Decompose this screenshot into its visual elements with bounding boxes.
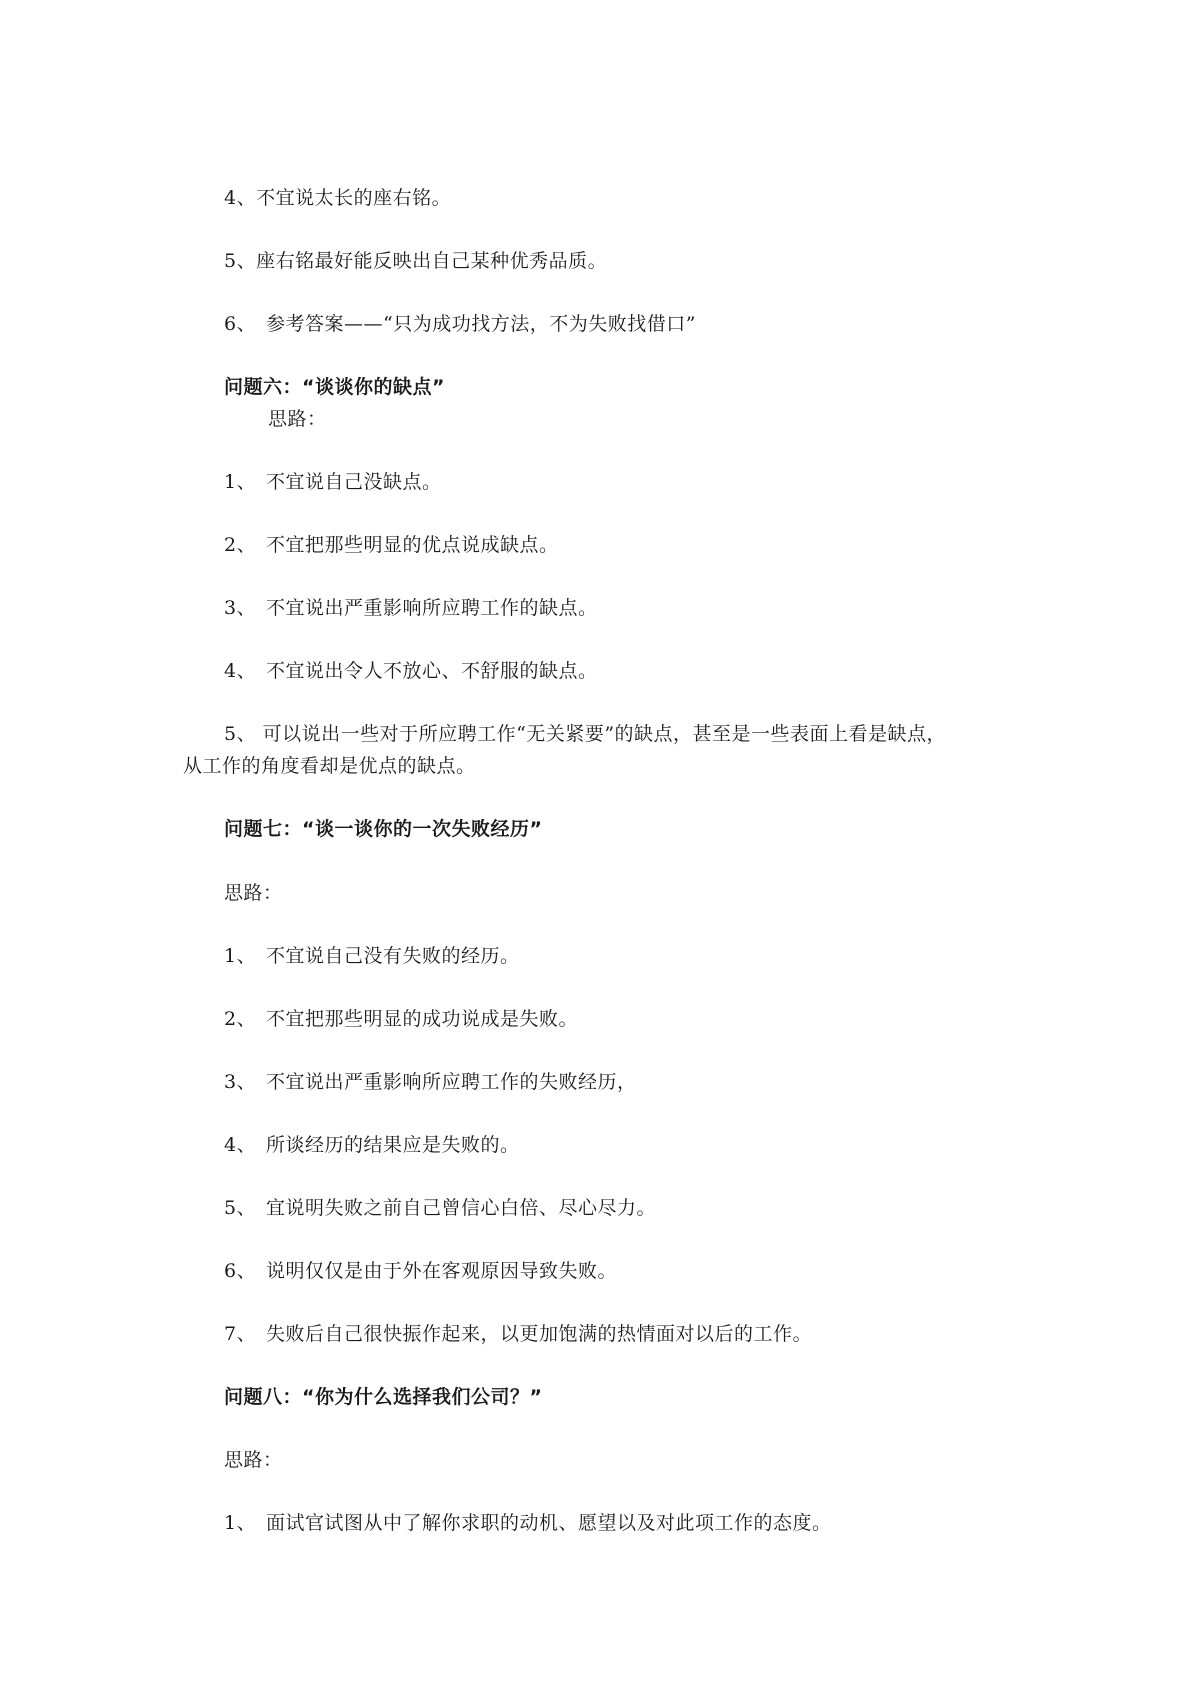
list-item-text: 所谈经历的结果应是失败的。 (266, 1134, 520, 1156)
list-item-number: 1、 (224, 945, 257, 967)
question-heading: 问题八：“你为什么选择我们公司？” (224, 1386, 543, 1408)
paragraph-line: 5、 可以说出一些对于所应聘工作“无关紧要”的缺点，甚至是一些表面上看是缺点， (224, 723, 947, 745)
list-item-text: 说明仅仅是由于外在客观原因导致失败。 (266, 1260, 618, 1282)
list-item-text: 面试官试图从中了解你求职的动机、愿望以及对此项工作的态度。 (266, 1512, 832, 1534)
list-item-text: 不宜把那些明显的成功说成是失败。 (266, 1008, 579, 1030)
list-item (224, 1259, 617, 1283)
list-item (224, 186, 451, 210)
list-item (224, 1070, 637, 1094)
list-item-text: 宜说明失败之前自己曾信心白倍、尽心尽力。 (266, 1197, 657, 1219)
list-item (224, 596, 598, 620)
list-item-number: 1、 (224, 1512, 257, 1534)
list-item-text: 参考答案——“只为成功找方法，不为失败找借口” (266, 313, 696, 335)
list-item-number: 1、 (224, 471, 257, 493)
list-item (224, 249, 607, 273)
list-item-text: 座右铭最好能反映出自己某种优秀品质。 (256, 250, 608, 272)
list-item (224, 1196, 656, 1220)
list-item-text: 不宜说自己没缺点。 (266, 471, 442, 493)
list-item-number: 5、 (224, 250, 257, 272)
list-item (224, 659, 598, 683)
list-item-number: 7、 (224, 1323, 257, 1345)
list-item-number: 2、 (224, 534, 257, 556)
list-item-number: 3、 (224, 597, 257, 619)
list-item-number: 4、 (224, 660, 257, 682)
list-item-text: 不宜说出严重影响所应聘工作的失败经历， (266, 1071, 637, 1093)
list-item (224, 944, 520, 968)
question-heading: 问题七：“谈一谈你的一次失败经历” (224, 818, 543, 840)
paragraph-line: 从工作的角度看却是优点的缺点。 (183, 755, 476, 777)
list-item-text: 不宜把那些明显的优点说成缺点。 (266, 534, 559, 556)
list-item (224, 1322, 812, 1346)
list-item-number: 4、 (224, 187, 257, 209)
list-item-number: 5、 (224, 1197, 257, 1219)
list-item-number: 2、 (224, 1008, 257, 1030)
list-item-number: 6、 (224, 1260, 257, 1282)
list-item-text: 不宜说出严重影响所应聘工作的缺点。 (266, 597, 598, 619)
thought-label: 思路： (224, 1449, 283, 1471)
list-item (224, 1511, 832, 1535)
list-item-number: 4、 (224, 1134, 257, 1156)
thought-label: 思路： (268, 408, 327, 430)
list-item (224, 312, 696, 336)
list-item-number: 6、 (224, 313, 257, 335)
list-item-text: 不宜说太长的座右铭。 (256, 187, 452, 209)
list-item (224, 1007, 578, 1031)
list-item (224, 470, 442, 494)
list-item-text: 失败后自己很快振作起来，以更加饱满的热情面对以后的工作。 (266, 1323, 813, 1345)
list-item (224, 1133, 520, 1157)
list-item (224, 533, 559, 557)
thought-label: 思路： (224, 882, 283, 904)
question-heading: 问题六：“谈谈你的缺点” (224, 376, 445, 398)
list-item-text: 不宜说出令人不放心、不舒服的缺点。 (266, 660, 598, 682)
list-item-number: 3、 (224, 1071, 257, 1093)
list-item-text: 不宜说自己没有失败的经历。 (266, 945, 520, 967)
